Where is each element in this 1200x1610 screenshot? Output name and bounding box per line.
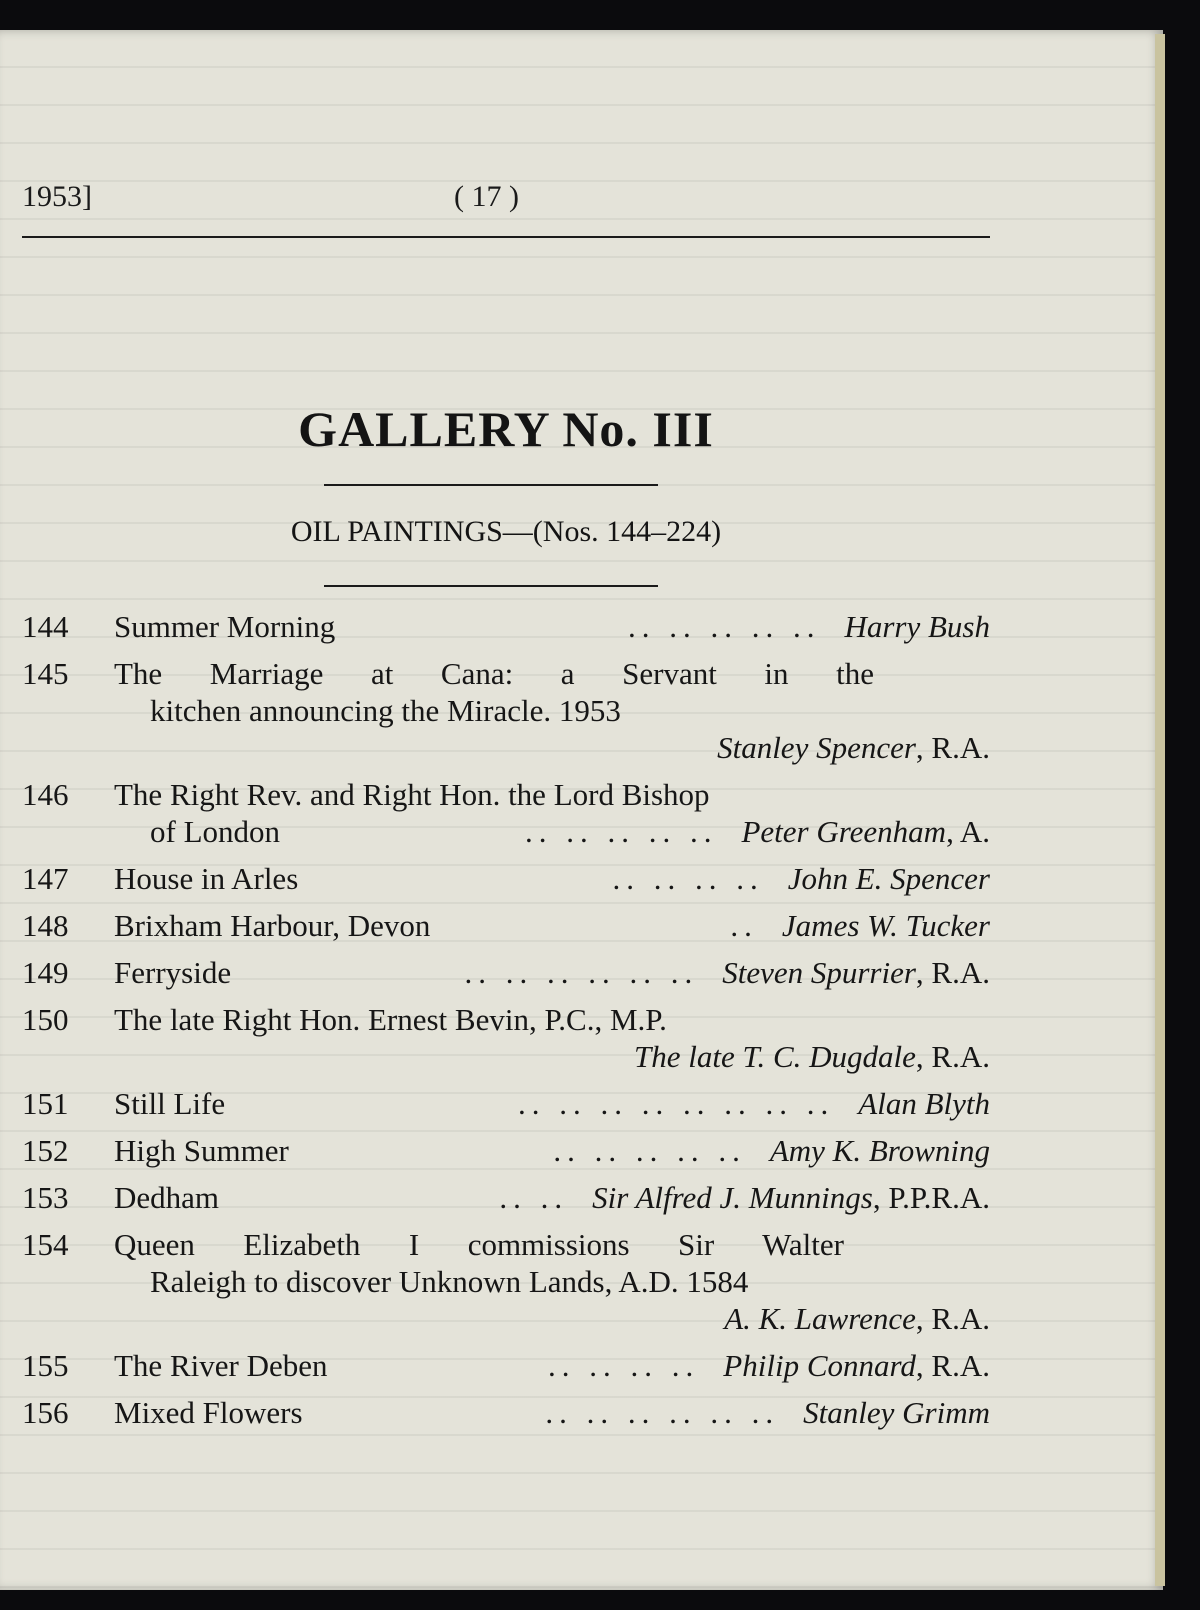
entry-artist: Stanley Grimm bbox=[803, 1395, 990, 1430]
dot-leader: .. .. .. .. .. bbox=[553, 1133, 746, 1168]
entry-artist-line bbox=[114, 1300, 990, 1337]
entry-title: Summer Morning bbox=[114, 609, 336, 644]
entry-artist-line bbox=[114, 729, 990, 766]
list-item bbox=[22, 776, 990, 850]
entry-number: 148 bbox=[22, 908, 69, 943]
entry-title: Mixed Flowers bbox=[114, 1395, 303, 1430]
entry-number: 146 bbox=[22, 777, 69, 812]
list-item bbox=[22, 1394, 990, 1431]
entries-list bbox=[22, 608, 990, 1441]
entry-number: 147 bbox=[22, 861, 69, 896]
entry-line bbox=[114, 608, 990, 645]
entry-number: 154 bbox=[22, 1227, 69, 1262]
entry-artist: The late T. C. Dugdale bbox=[634, 1039, 916, 1074]
entry-suffix: , R.A. bbox=[915, 1039, 990, 1074]
entry-number: 145 bbox=[22, 656, 69, 691]
entry-artist-line bbox=[114, 1038, 990, 1075]
entry-suffix: , R.A. bbox=[915, 730, 990, 765]
entry-title-line2: of London bbox=[150, 814, 281, 849]
entry-line bbox=[114, 1347, 990, 1384]
entry-artist: Peter Greenham bbox=[741, 814, 947, 849]
entry-number: 155 bbox=[22, 1348, 69, 1383]
entry-title-line2: kitchen announcing the Miracle. 1953 bbox=[150, 693, 621, 728]
entry-artist: Sir Alfred J. Munnings bbox=[592, 1180, 873, 1215]
entry-title: Still Life bbox=[114, 1086, 226, 1121]
catalogue-page bbox=[0, 30, 1163, 1590]
page-number: ( 17 ) bbox=[454, 180, 519, 213]
dot-leader: .. .. .. .. .. bbox=[627, 609, 821, 644]
entry-artist: A. K. Lawrence bbox=[724, 1301, 916, 1336]
entry-title: High Summer bbox=[114, 1133, 289, 1168]
entry-number: 150 bbox=[22, 1002, 69, 1037]
entry-artist: James W. Tucker bbox=[781, 908, 990, 943]
entry-title-line1: The Right Rev. and Right Hon. the Lord Bishop bbox=[114, 777, 710, 812]
entry-number: 153 bbox=[22, 1180, 69, 1215]
dot-leader: .. .. bbox=[499, 1180, 569, 1215]
entry-title-line1: Queen Elizabeth I commissions Sir Walter bbox=[114, 1227, 844, 1262]
section-subtitle: OIL PAINTINGS—(Nos. 144–224) bbox=[290, 515, 722, 548]
list-item bbox=[22, 1347, 990, 1384]
entry-artist: Philip Connard bbox=[723, 1348, 916, 1383]
entry-artist: Steven Spurrier bbox=[722, 955, 916, 990]
entry-suffix: , R.A. bbox=[915, 955, 990, 990]
subtitle-rule bbox=[324, 585, 658, 587]
list-item bbox=[22, 1132, 990, 1169]
list-item bbox=[22, 1085, 990, 1122]
entry-number: 144 bbox=[22, 609, 69, 644]
entry-suffix: , A. bbox=[946, 814, 990, 849]
entry-number: 151 bbox=[22, 1086, 69, 1121]
entry-artist: Harry Bush bbox=[844, 609, 990, 644]
entry-artist: Alan Blyth bbox=[858, 1086, 990, 1121]
entry-line bbox=[114, 1085, 990, 1122]
entry-artist: John E. Spencer bbox=[787, 861, 990, 896]
header-rule bbox=[22, 236, 990, 238]
list-item bbox=[22, 1179, 990, 1216]
running-head-year: 1953] bbox=[22, 180, 92, 213]
dot-leader: .. .. .. .. bbox=[548, 1348, 700, 1383]
entry-title: House in Arles bbox=[114, 861, 299, 896]
entry-title: Ferryside bbox=[114, 955, 232, 990]
dot-leader: .. .. .. .. bbox=[612, 861, 764, 896]
dot-leader: .. .. .. .. .. bbox=[524, 814, 718, 849]
entry-number: 149 bbox=[22, 955, 69, 990]
title-rule bbox=[324, 484, 658, 486]
entry-line bbox=[114, 860, 990, 897]
running-head bbox=[22, 180, 990, 220]
list-item bbox=[22, 860, 990, 897]
list-item bbox=[22, 655, 990, 766]
list-item bbox=[22, 954, 990, 991]
entry-line bbox=[114, 1132, 990, 1169]
dot-leader: .. .. .. .. .. .. .. .. bbox=[518, 1086, 835, 1121]
entry-artist: Stanley Spencer bbox=[717, 730, 916, 765]
list-item bbox=[22, 1226, 990, 1337]
entry-title-line1: The late Right Hon. Ernest Bevin, P.C., M.P. bbox=[114, 1002, 667, 1037]
entry-title: Brixham Harbour, Devon bbox=[114, 908, 431, 943]
entry-title-line2: Raleigh to discover Unknown Lands, A.D. 1584 bbox=[150, 1264, 749, 1299]
entry-line bbox=[150, 813, 990, 850]
dot-leader: .. .. .. .. .. .. bbox=[545, 1395, 780, 1430]
entry-line bbox=[114, 907, 990, 944]
entry-suffix: , P.P.R.A. bbox=[872, 1180, 990, 1215]
list-item bbox=[22, 608, 990, 645]
entry-title: Dedham bbox=[114, 1180, 220, 1215]
entry-line bbox=[114, 1394, 990, 1431]
entry-line bbox=[114, 1179, 990, 1216]
page-edge bbox=[1155, 34, 1165, 1586]
gallery-title: GALLERY No. III bbox=[298, 401, 714, 457]
entry-line bbox=[114, 954, 990, 991]
list-item bbox=[22, 1001, 990, 1075]
entry-number: 152 bbox=[22, 1133, 69, 1168]
list-item bbox=[22, 907, 990, 944]
entry-suffix: , R.A. bbox=[915, 1348, 990, 1383]
entry-title: The River Deben bbox=[114, 1348, 328, 1383]
entry-title-line1: The Marriage at Cana: a Servant in the bbox=[114, 656, 874, 691]
entry-number: 156 bbox=[22, 1395, 69, 1430]
entry-artist: Amy K. Browning bbox=[769, 1133, 990, 1168]
entry-suffix: , R.A. bbox=[915, 1301, 990, 1336]
dot-leader: .. .. .. .. .. .. bbox=[464, 955, 699, 990]
dot-leader: .. bbox=[730, 908, 758, 943]
